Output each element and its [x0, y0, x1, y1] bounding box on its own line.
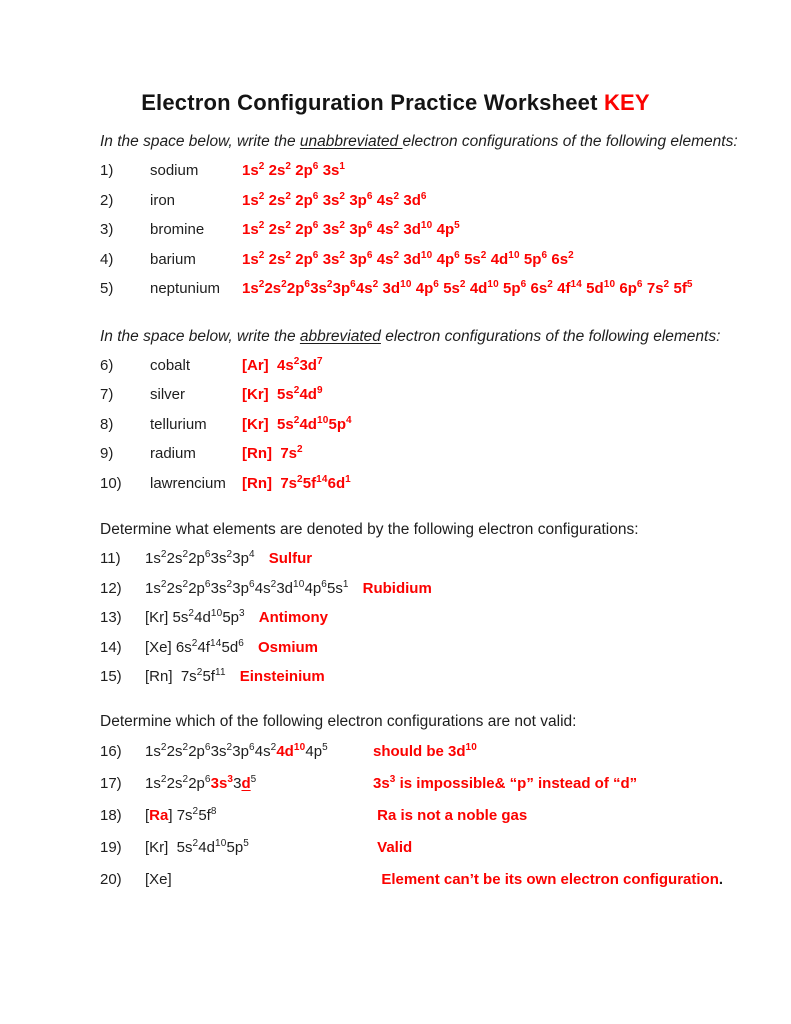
element-name: tellurium	[150, 415, 207, 433]
config-answer: $1s^2$ $2s^2$ $2p^6$ $3s^2$ $3p^6$ $4s^2$ $3d^6$	[242, 190, 427, 209]
answer-text: should be $3d^{10}$	[373, 741, 478, 760]
question-list	[100, 351, 741, 499]
question-row	[100, 864, 741, 896]
page-title	[0, 0, 791, 116]
question-row	[100, 603, 741, 633]
config-text: [Rn] $7s^25f^{11}$	[145, 667, 226, 685]
config-text: [Xe] $6s^24f^{14}5d^6$	[145, 637, 244, 656]
config-answer: [Ar] $4s^23d^7$	[242, 355, 323, 374]
config-text: $1s^22s^22p^63s^33d^5$	[145, 773, 257, 792]
question-number: 11)	[100, 550, 121, 567]
question-number: 9)	[100, 445, 114, 462]
question-number: 12)	[100, 579, 122, 597]
config-text: [Xe]	[145, 870, 172, 888]
config-text: $1s^22s^22p^63s^23p^4$	[145, 549, 255, 567]
config-answer: $1s^22s^22p^63s^23p^64s^2$ $3d^{10}$ $4p^6$ $5s^2$ $4d^{10}$ $5p^6$ $6s^2$ $4f^{14}$ $5d^{10}$ $6p^6$ $7s^2$ $5f^5$	[242, 279, 693, 297]
question-number: 6)	[100, 356, 114, 374]
answer-text: Osmium	[257, 638, 318, 656]
question-number: 14)	[100, 638, 122, 656]
answer-text: Antimony	[258, 609, 328, 626]
page-title-text: Electron Configuration Practice Worksheet	[141, 90, 604, 115]
question-list	[100, 736, 741, 896]
question-row	[100, 800, 741, 832]
element-name: sodium	[150, 162, 199, 179]
config-answer: [Kr] $5s^24d^9$	[242, 385, 323, 403]
question-number: 17)	[100, 774, 122, 792]
config-text: [Kr] $5s^24d^{10}5p^3$	[145, 608, 245, 626]
question-row	[100, 410, 741, 440]
section-instruction: In the space below, write the unabbreviated electron configurations of the following elements:	[100, 133, 738, 150]
element-name: lawrencium	[150, 474, 226, 492]
element-name: barium	[150, 250, 196, 268]
config-text: $1s^22s^22p^63s^23p^64s^24d^{10}4p^5$	[145, 741, 328, 760]
question-row	[100, 736, 741, 768]
question-row	[100, 574, 741, 604]
config-answer: $1s^2$ $2s^2$ $2p^6$ $3s^2$ $3p^6$ $4s^2$ $3d^{10}$ $4p^5$	[242, 220, 460, 238]
question-row	[100, 245, 741, 275]
element-name: radium	[150, 445, 196, 462]
question-row	[100, 186, 741, 216]
page-title-key-label: KEY	[603, 90, 650, 115]
question-number: 8)	[100, 415, 114, 433]
question-number: 1)	[100, 162, 114, 179]
question-number: 10)	[100, 474, 122, 492]
question-number: 2)	[100, 191, 114, 209]
config-answer: $1s^2$ $2s^2$ $2p^6$ $3s^2$ $3p^6$ $4s^2$ $3d^{10}$ $4p^6$ $5s^2$ $4d^{10}$ $5p^6$ $6s^2$	[242, 249, 574, 268]
answer-text: Rubidium	[362, 579, 432, 597]
answer-text: $3s^3$ is impossible& “p” instead of “d”	[373, 773, 638, 792]
config-answer: $1s^2$ $2s^2$ $2p^6$ $3s^1$	[242, 161, 346, 179]
section-instruction: In the space below, write the abbreviated electron configurations of the following elements:	[100, 327, 721, 345]
section-unabbreviated	[100, 132, 741, 304]
question-number: 20)	[100, 870, 122, 888]
question-list	[100, 544, 741, 692]
config-answer: [Kr] $5s^24d^{10}5p^4$	[242, 414, 352, 433]
question-row	[100, 768, 741, 800]
question-row	[100, 351, 741, 381]
section-identify	[100, 520, 741, 692]
question-row	[100, 215, 741, 245]
worksheet-content	[0, 132, 791, 896]
question-number: 3)	[100, 221, 114, 238]
section-instruction: Determine which of the following electron configurations are not valid:	[100, 712, 577, 730]
section-abbreviated	[100, 327, 741, 499]
question-number: 7)	[100, 386, 114, 403]
question-number: 4)	[100, 250, 114, 268]
config-text: [Kr] $5s^24d^{10}5p^5$	[145, 837, 249, 856]
question-row	[100, 274, 741, 304]
element-name: neptunium	[150, 280, 221, 297]
question-number: 5)	[100, 280, 114, 297]
question-number: 19)	[100, 838, 122, 856]
question-row	[100, 662, 741, 692]
question-number: 15)	[100, 668, 122, 685]
element-name: cobalt	[150, 356, 191, 374]
question-row	[100, 439, 741, 469]
config-text: $1s^22s^22p^63s^23p^64s^23d^{10}4p^65s^1$	[145, 578, 349, 597]
element-name: bromine	[150, 221, 205, 238]
question-row	[100, 832, 741, 864]
question-number: 16)	[100, 742, 122, 760]
question-row	[100, 544, 741, 574]
question-row	[100, 633, 741, 663]
answer-text: Ra is not a noble gas	[373, 806, 528, 824]
element-name: silver	[150, 386, 186, 403]
config-answer: [Rn] $7s^2$	[242, 444, 303, 462]
answer-text: Einsteinium	[239, 668, 325, 685]
question-row	[100, 156, 741, 186]
answer-text: Sulfur	[268, 550, 313, 567]
question-number: 13)	[100, 609, 122, 626]
answer-text: Element can’t be its own electron configuration.	[373, 870, 724, 888]
section-not-valid	[100, 712, 741, 896]
config-answer: [Rn] $7s^25f^{14}6d^1$	[242, 473, 351, 492]
element-name: iron	[150, 191, 176, 209]
section-instruction: Determine what elements are denoted by the following electron configurations:	[100, 521, 639, 538]
question-row	[100, 469, 741, 499]
config-text: [Ra] $7s^25f^8$	[145, 805, 217, 824]
question-row	[100, 380, 741, 410]
question-list	[100, 156, 741, 304]
answer-text: Valid	[373, 838, 413, 856]
question-number: 18)	[100, 806, 122, 824]
